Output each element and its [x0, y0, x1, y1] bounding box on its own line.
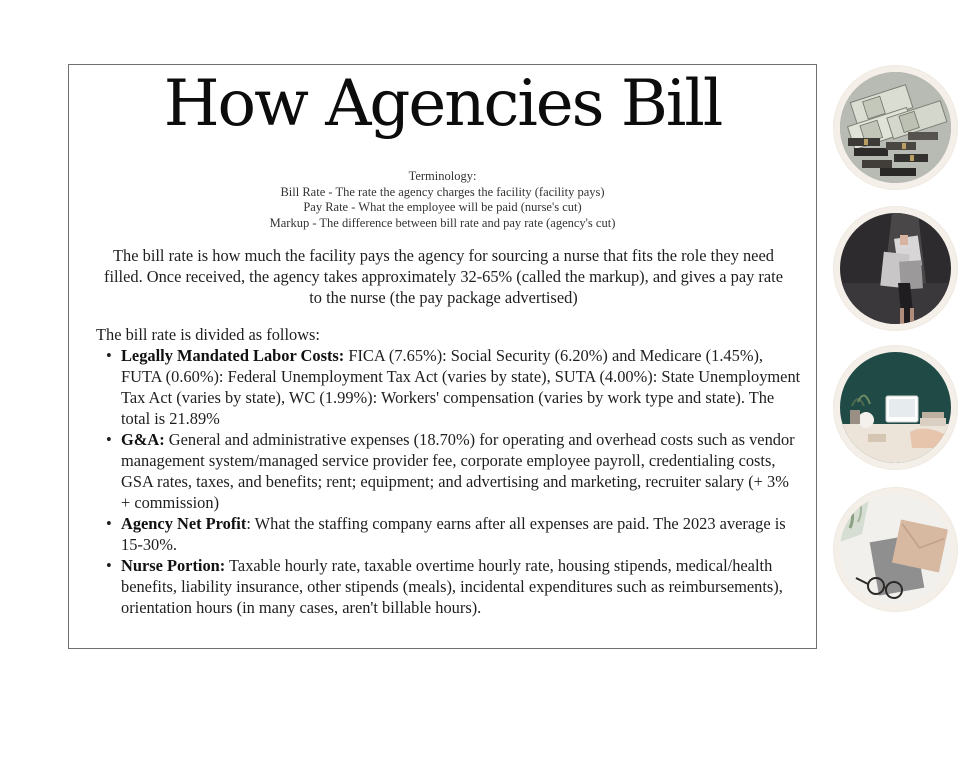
item-text: : What the staffing company earns after all expenses are paid. The 2023 average is 15-30%.: [121, 514, 786, 554]
terminology-block: [69, 169, 816, 231]
list-item-labor-costs: [106, 345, 801, 429]
intro-paragraph: The bill rate is how much the facility pays the agency for sourcing a nurse that fits the role they need filled. Once received, the agency takes approximately 32-65% (called the markup), and gives a pay rate to the nurse (the pay package advertised): [103, 246, 783, 307]
item-text: FICA (7.65%): Social Security (6.20%) and Medicare (1.45%), FUTA (0.60%): Federal Unemployment Tax Act (varies by state), SUTA (4.00%): State Unemployment Tax Act (varies by state), WC (1.99%): Workers' compensation (varies by work type and state). The total is 21.89%: [121, 346, 801, 428]
item-label: Agency Net Profit: [121, 514, 247, 533]
terminology-bill-rate: Bill Rate - The rate the agency charges the facility (facility pays): [280, 184, 605, 199]
page-title: How Agencies Bill: [163, 67, 722, 141]
bullet: •: [106, 430, 112, 449]
list-item-nurse-portion: [106, 555, 801, 618]
desk-workspace-photo: [834, 346, 957, 469]
list-item-g-and-a: [106, 429, 801, 513]
bullet: •: [106, 556, 112, 575]
item-label: Nurse Portion:: [121, 556, 226, 575]
stacks-of-cash-image: [840, 72, 951, 183]
terminology-pay-rate: Pay Rate - What the employee will be paid (nurse's cut): [303, 200, 582, 214]
breakdown-list: [106, 345, 801, 618]
desk-workspace-image: [840, 352, 951, 463]
shopper-with-bags-photo: [834, 207, 957, 330]
item-label: Legally Mandated Labor Costs:: [121, 346, 345, 365]
item-text: General and administrative expenses (18.70%) for operating and overhead costs such as vendor management system/managed service provider fee, corporate employee payroll, credentialing costs, GSA rates, taxes, and benefits; rent; equipment; and advertising and marketing, recruiter salary (+ 3% + commission): [121, 430, 795, 512]
content-frame: [68, 64, 817, 649]
item-label: G&A:: [121, 430, 165, 449]
bullet: •: [106, 346, 112, 365]
terminology-heading: Terminology:: [408, 169, 477, 183]
terminology-markup: Markup - The difference between bill rate and pay rate (agency's cut): [269, 215, 616, 230]
bullet: •: [106, 514, 112, 533]
envelope-and-glasses-image: [840, 494, 951, 605]
shopper-with-bags-image: [840, 213, 951, 324]
stacks-of-cash-photo: [834, 66, 957, 189]
item-text: Taxable hourly rate, taxable overtime hourly rate, housing stipends, medical/health benefits, liability insurance, other stipends (meals), incidental expenditures such as reimbursements), orientation hours (in many cases, aren't billable hours).: [121, 556, 783, 617]
breakdown-intro: The bill rate is divided as follows:: [96, 325, 320, 344]
list-item-net-profit: [106, 513, 801, 555]
envelope-and-glasses-photo: [834, 488, 957, 611]
